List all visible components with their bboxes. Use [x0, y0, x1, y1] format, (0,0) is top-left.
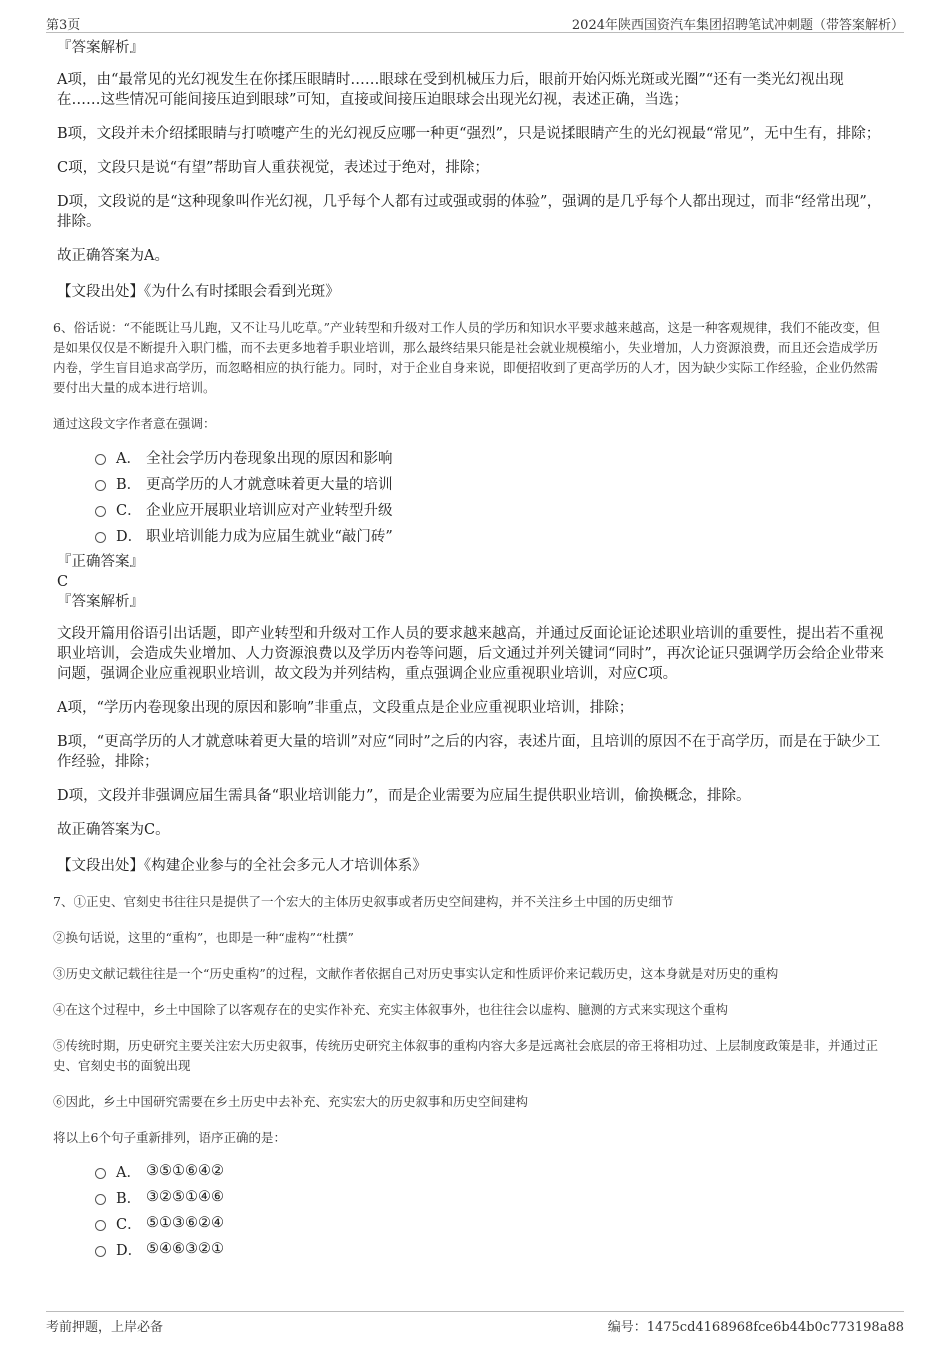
radio-icon[interactable]	[95, 454, 106, 465]
question-stem: 6、俗话说：“不能既让马儿跑，又不让马儿吃草。”产业转型和升级对工作人员的学历和知识水平要求越来越高，这是一种客观规律，我们不能改变，但是如果仅仅是不断提升入职门槛，而不去更多地着手职业培训，那么最终结果只能是社会就业规模缩小，失业增加，人力资源浪费，而且还会造成学历内卷，学生盲目追求高学历，而忽略相应的执行能力。同时，对于企业自身来说，即便招收到了更高学历的人才，因为缺少实际工作经验，企业仍然需要付出大量的成本进行培训。	[53, 320, 880, 395]
question-6	[53, 318, 885, 876]
option-c[interactable]: C． ⑤①③⑥②④	[95, 1210, 885, 1236]
sentence-6: ⑥因此，乡土中国研究需要在乡土历史中去补充、充实宏大的历史叙事和历史空间建构	[53, 1094, 529, 1109]
q5-analysis	[57, 38, 885, 302]
document-code: 编号：1475cd4168968fce6b44b0c773198a88	[607, 1320, 904, 1335]
sentence-2: ②换句话说，这里的“重构”，也即是一种“虚构”“杜撰”	[53, 930, 354, 945]
radio-icon[interactable]	[95, 506, 106, 517]
option-a[interactable]: A． ③⑤①⑥④②	[95, 1158, 885, 1184]
sentence-4: ④在这个过程中，乡土中国除了以客观存在的史实作补充、充实主体叙事外，也往往会以虚构、臆测的方式来实现这个重构	[53, 1002, 729, 1017]
analysis-option-b: B项，文段并未介绍揉眼睛与打喷嚏产生的光幻视反应哪一种更“强烈”，只是说揉眼睛产生的光幻视最“常见”，无中生有，排除；	[57, 126, 881, 142]
option-list	[95, 1158, 885, 1262]
correct-answer: C	[57, 574, 69, 590]
sentence-3: ③历史文献记载往往是一个“历史重构”的过程，文献作者依据自己对历史事实认定和性质评价来记载历史，这本身就是对历史的重构	[53, 966, 779, 981]
radio-icon[interactable]	[95, 532, 106, 543]
option-b[interactable]: B． 更高学历的人才就意味着更大量的培训	[95, 470, 885, 496]
sentence-1: 7、①正史、官刻史书往往只是提供了一个宏大的主体历史叙事或者历史空间建构，并不关注乡土中国的历史细节	[53, 894, 674, 909]
sentence-5: ⑤传统时期，历史研究主要关注宏大历史叙事，传统历史研究主体叙事的重构内容大多是远离社会底层的帝王将相功过、上层制度政策是非，并通过正史、官刻史书的面貌出现	[53, 1038, 879, 1073]
option-list	[95, 444, 885, 548]
analysis-label: 『答案解析』	[57, 40, 144, 56]
question-7	[53, 892, 885, 1262]
passage-source: 【文段出处】《构建企业参与的全社会多元人才培训体系》	[57, 858, 427, 874]
page-footer	[46, 1311, 904, 1336]
question-prompt: 将以上6个句子重新排列，语序正确的是：	[53, 1130, 286, 1145]
analysis-option-c: C项，文段只是说“有望”帮助盲人重获视觉，表述过于绝对，排除；	[57, 160, 489, 176]
radio-icon[interactable]	[95, 480, 106, 491]
radio-icon[interactable]	[95, 1168, 106, 1179]
analysis-option-a: A项，由“最常见的光幻视发生在你揉压眼睛时……眼球在受到机械压力后，眼前开始闪烁光斑或光圈”“还有一类光幻视出现在……这些情况可能间接压迫到眼球”可知，直接或间接压迫眼球会出现光幻视，表述正确，当选；	[57, 72, 844, 108]
final-answer: 故正确答案为A。	[57, 248, 169, 264]
page-content	[53, 38, 885, 1262]
option-b[interactable]: B． ③②⑤①④⑥	[95, 1184, 885, 1210]
analysis-option-b: B项，“更高学历的人才就意味着更大量的培训”对应“同时”之后的内容，表述片面，且培训的原因不在于高学历，而是在于缺少工作经验，排除；	[57, 734, 881, 770]
final-answer: 故正确答案为C。	[57, 822, 170, 838]
option-d[interactable]: D． 职业培训能力成为应届生就业“敲门砖”	[95, 522, 885, 548]
page-number: 第3页	[46, 18, 81, 33]
footer-slogan: 考前押题，上岸必备	[46, 1320, 164, 1335]
question-prompt: 通过这段文字作者意在强调：	[53, 416, 216, 431]
option-c[interactable]: C． 企业应开展职业培训应对产业转型升级	[95, 496, 885, 522]
option-a[interactable]: A． 全社会学历内卷现象出现的原因和影响	[95, 444, 885, 470]
analysis-option-a: A项，“学历内卷现象出现的原因和影响”非重点，文段重点是企业应重视职业培训，排除；	[57, 700, 634, 716]
passage-source: 【文段出处】《为什么有时揉眼会看到光斑》	[57, 284, 340, 300]
analysis-label: 『答案解析』	[57, 594, 144, 610]
analysis-option-d: D项，文段说的是“这种现象叫作光幻视，几乎每个人都有过或强或弱的体验”，强调的是几乎每个人都出现过，而非“经常出现”，排除。	[57, 194, 882, 230]
radio-icon[interactable]	[95, 1220, 106, 1231]
radio-icon[interactable]	[95, 1194, 106, 1205]
radio-icon[interactable]	[95, 1246, 106, 1257]
analysis-main: 文段开篇用俗语引出话题，即产业转型和升级对工作人员的要求越来越高，并通过反面论证论述职业培训的重要性，提出若不重视职业培训，会造成失业增加、人力资源浪费以及学历内卷等问题，后文通过并列关键词“同时”，再次论证只强调学历会给企业带来问题，强调企业应重视职业培训，故文段为并列结构，重点强调企业应重视职业培训，对应C项。	[57, 626, 884, 682]
document-title: 2024年陕西国资汽车集团招聘笔试冲刺题（带答案解析）	[571, 18, 904, 33]
page-header	[46, 10, 904, 33]
answer-label: 『正确答案』	[57, 554, 144, 570]
option-d[interactable]: D． ⑤④⑥③②①	[95, 1236, 885, 1262]
analysis-option-d: D项，文段并非强调应届生需具备“职业培训能力”，而是企业需要为应届生提供职业培训，偷换概念，排除。	[57, 788, 751, 804]
